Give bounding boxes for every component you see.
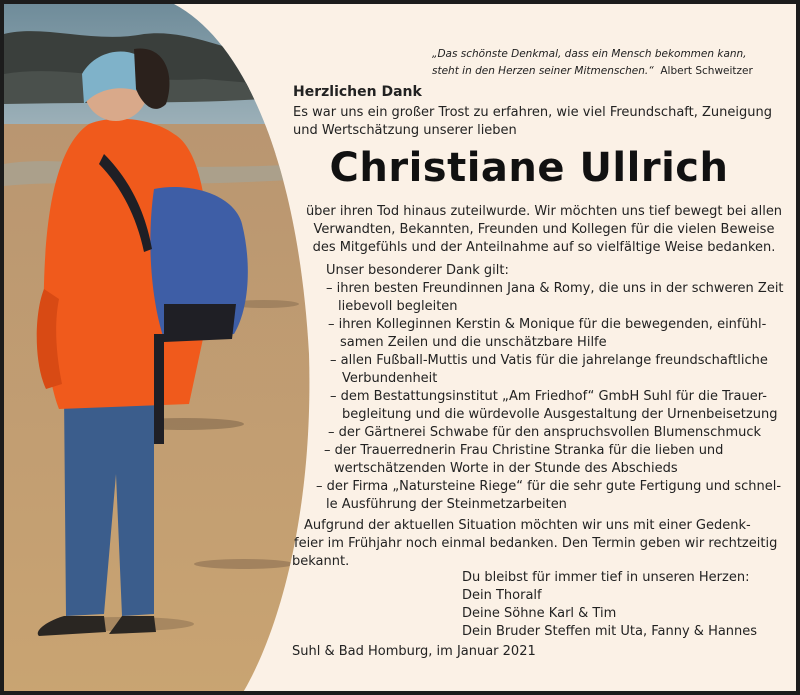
heading-herzlichen-dank: Herzlichen Dank [293,84,422,100]
quote-line-1: „Das schönste Denkmal, dass ein Mensch bekommen kann, [432,48,747,60]
signature-line-4: Dein Bruder Steffen mit Uta, Fanny & Hannes [462,624,758,639]
signature-line-2: Dein Thoralf [462,588,542,603]
deceased-name: Christiane Ullrich [329,145,729,191]
thanks-line: – dem Bestattungsinstitut „Am Friedhof“ GmbH Suhl für die Trauer- [330,389,767,404]
thanks-line: begleitung und die würdevolle Ausgestaltung der Urnenbeisetzung [342,407,778,422]
thanks-line: – allen Fußball-Muttis und Vatis für die jahrelange freundschaftliche [330,353,768,368]
thanks-heading: Unser besonderer Dank gilt: [326,263,509,278]
signature-line-1: Du bleibst für immer tief in unseren Herzen: [462,570,750,585]
thanks-line: – ihren Kolleginnen Kerstin & Monique für die bewegenden, einfühl- [328,317,767,332]
intro-line-2: und Wertschätzung unserer lieben [293,123,517,138]
body-line-2: Verwandten, Bekannten, Freunden und Kollegen für die vielen Beweise [313,222,775,237]
thanks-line: Verbundenheit [342,371,438,386]
body-line-3: des Mitgefühls und der Anteilnahme auf so vielfältige Weise bedanken. [312,240,776,255]
thanks-line: wertschätzenden Worte in der Stunde des Abschieds [334,461,678,476]
body-line-1: über ihren Tod hinaus zuteilwurde. Wir möchten uns tief bewegt bei allen [305,204,783,219]
thanks-line: – der Firma „Natursteine Riege“ für die sehr gute Fertigung und schnel- [316,479,782,494]
closing-line-1: Aufgrund der aktuellen Situation möchten wir uns mit einer Gedenk- [304,518,751,533]
signature-line-3: Deine Söhne Karl & Tim [462,606,617,621]
quote-line-2 [432,63,753,80]
thanks-line: samen Zeilen und die unschätzbare Hilfe [340,335,607,350]
thanks-line: – der Gärtnerei Schwabe für den anspruchsvollen Blumenschmuck [328,425,762,440]
thanks-line: le Ausführung der Steinmetzarbeiten [326,497,567,512]
closing-line-2: feier im Frühjahr noch einmal bedanken. Den Termin geben wir rechtzeitig [294,536,778,551]
quote-author: Albert Schweitzer [660,65,753,77]
thanks-line: liebevoll begleiten [338,299,458,314]
thanks-line: – ihren besten Freundinnen Jana & Romy, die uns in der schweren Zeit [326,281,784,296]
place-and-date: Suhl & Bad Homburg, im Januar 2021 [292,644,536,659]
thanks-line: – der Trauerrednerin Frau Christine Stranka für die lieben und [324,443,724,458]
quote-text: steht in den Herzen seiner Mitmenschen.“ [432,65,654,77]
intro-line-1: Es war uns ein großer Trost zu erfahren, wie viel Freundschaft, Zuneigung [293,105,772,120]
closing-line-3: bekannt. [292,554,350,569]
